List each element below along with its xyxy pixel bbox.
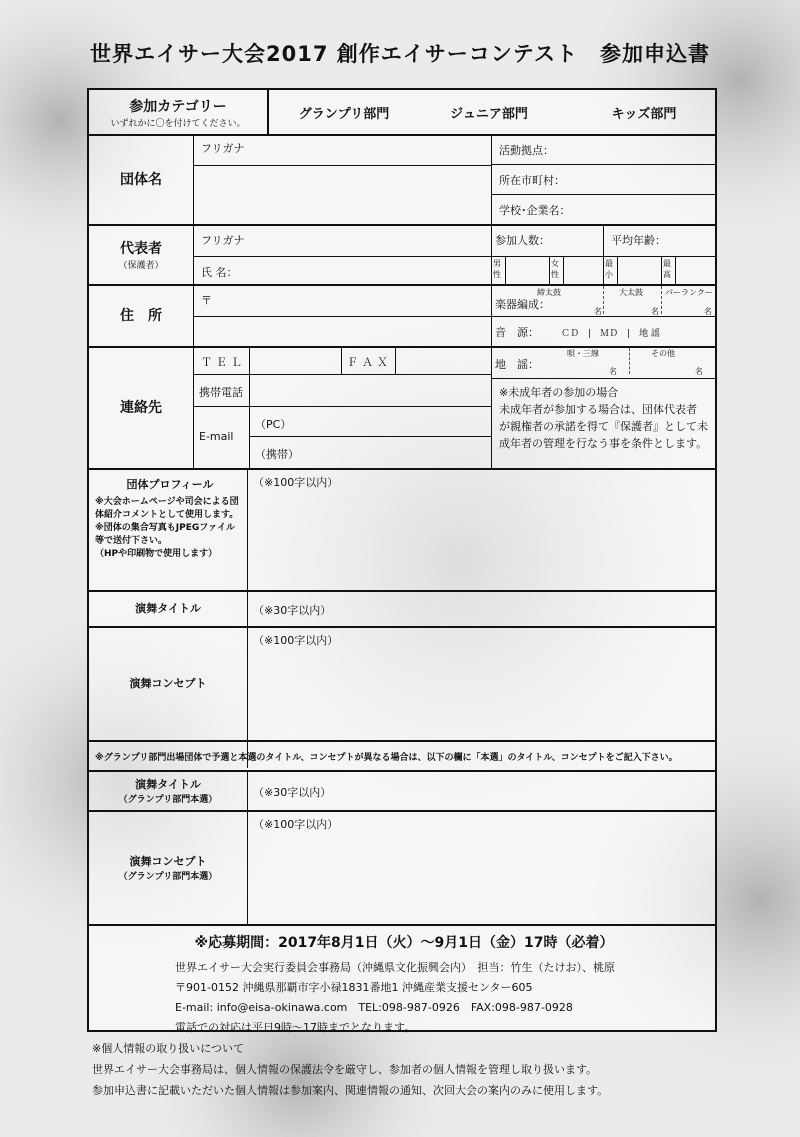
- female-count[interactable]: [551, 258, 563, 280]
- profile-title: 団体プロフィール: [126, 478, 214, 491]
- period-text: ※応募期間：2017年8月1日（火）～9月1日（金）17時（必着）: [194, 935, 614, 951]
- gp-concept-limit: （※100字以内）: [253, 818, 339, 831]
- tel-field[interactable]: [201, 354, 246, 370]
- address-label: [89, 284, 193, 346]
- grandprix-note: [95, 750, 678, 763]
- email-label: [199, 430, 234, 443]
- minor-note-line: 未成年者が参加する場合は、団体代表者: [499, 403, 697, 416]
- instruments-text: 楽器編成：: [495, 298, 550, 311]
- category-label: 参加カテゴリー: [129, 98, 227, 115]
- perf-concept-field[interactable]: [253, 632, 338, 648]
- category-option-kids[interactable]: [569, 90, 719, 134]
- sound-options[interactable]: [561, 326, 660, 339]
- furigana-text: フリガナ: [201, 234, 245, 247]
- max-age[interactable]: [663, 258, 675, 280]
- female-text: 女性: [551, 259, 559, 279]
- minor-note-title: ※未成年者の参加の場合: [499, 386, 619, 399]
- shime-daiko-field[interactable]: [537, 287, 561, 298]
- name-text: 氏 名：: [201, 266, 238, 279]
- representative-text: 代表者: [120, 240, 162, 257]
- group-school-field[interactable]: [499, 202, 571, 218]
- unit-text: 名: [594, 307, 602, 316]
- gp-concept-text: 演舞コンセプト: [129, 854, 207, 868]
- shime-text: 締太鼓: [537, 288, 561, 297]
- profile-limit: （※100字以内）: [253, 476, 339, 489]
- avg-age-text: 平均年齢：: [611, 234, 666, 247]
- unit-label: [609, 366, 617, 377]
- category-header: [89, 90, 267, 134]
- category-note: いずれかに〇を付けてください。: [110, 118, 246, 129]
- profile-note: （HPや印刷物で使用します）: [95, 549, 218, 559]
- representative-name-field[interactable]: [201, 264, 238, 280]
- min-age[interactable]: [605, 258, 617, 280]
- members-field[interactable]: [495, 232, 550, 248]
- representative-sub: （保護者）: [118, 260, 164, 271]
- pc-text: （PC）: [255, 418, 292, 431]
- jiutai-label: [495, 356, 539, 372]
- office-hours: 電話での対応は平日9時～17時までとなります。: [175, 1021, 416, 1034]
- contact-text: 連絡先: [120, 400, 162, 416]
- pc-email-field[interactable]: [255, 416, 291, 432]
- application-period: [89, 932, 719, 952]
- group-city-field[interactable]: [499, 172, 565, 188]
- other-text: その他: [651, 349, 675, 358]
- sound-opts-text: ＣＤ | ＭＤ | 地 謡: [561, 329, 660, 339]
- school-text: 学校･企業名：: [499, 204, 571, 217]
- odaiko-field[interactable]: [619, 287, 643, 298]
- members-text: 参加人数：: [495, 234, 550, 247]
- male-count[interactable]: [493, 258, 505, 280]
- group-name-text: 団体名: [120, 172, 162, 188]
- minor-note-line: が親権者の承諾を得て『保護者』として未: [499, 420, 708, 433]
- profile-field[interactable]: [253, 474, 338, 490]
- avg-age-field[interactable]: [611, 232, 666, 248]
- other-field[interactable]: [651, 348, 675, 359]
- profile-label: [95, 476, 245, 561]
- base-text: 活動拠点：: [499, 144, 554, 157]
- application-form: [87, 88, 717, 1032]
- max-text: 最高: [663, 259, 671, 279]
- profile-note: ※大会ホームページや司会による団: [95, 497, 239, 507]
- perf-concept-text: 演舞コンセプト: [129, 677, 207, 690]
- perf-concept-limit: （※100字以内）: [253, 634, 339, 647]
- contact-label: [89, 346, 193, 468]
- postal-field[interactable]: [201, 292, 212, 308]
- gp-concept-sub: （グランプリ部門本選）: [118, 871, 218, 882]
- minor-note: [499, 384, 708, 452]
- office-contact[interactable]: E-mail: info@eisa-okinawa.com TEL:098-987-0926 FAX:098-987-0928: [175, 1001, 573, 1014]
- category-option-label: キッズ部門: [611, 106, 677, 122]
- address-text: 住 所: [120, 308, 162, 324]
- sound-text: 音 源：: [495, 326, 539, 339]
- perf-title-label: [89, 590, 247, 626]
- mobile-field[interactable]: [199, 384, 243, 400]
- profile-note: 体紹介コメントとして使用します。: [95, 510, 239, 520]
- sanshin-text: 唄・三線: [567, 349, 599, 358]
- office-address: 〒901-0152 沖縄県那覇市字小禄1831番地1 沖縄産業支援センター605: [175, 981, 533, 994]
- gp-title-sub: （グランプリ部門本選）: [118, 794, 218, 805]
- group-name-furigana[interactable]: [201, 140, 244, 156]
- privacy-line: 世界エイサー大会事務局は、個人情報の保護法令を厳守し、参加者の個人情報を管理し取り扱います。: [92, 1063, 598, 1076]
- male-text: 男性: [493, 259, 501, 279]
- gp-title-limit: （※30字以内）: [253, 786, 332, 799]
- sanshin-field[interactable]: [567, 348, 599, 359]
- profile-note: ※団体の集合写真もJPEGファイル: [95, 523, 236, 533]
- page-title: 世界エイサー大会2017 創作エイサーコンテスト 参加申込書: [90, 42, 710, 66]
- category-option-label: グランプリ部門: [298, 106, 390, 122]
- representative-furigana[interactable]: [201, 232, 244, 248]
- unit-label: [695, 366, 703, 377]
- gp-title-label: [89, 770, 247, 810]
- postal-text: 〒: [201, 294, 212, 307]
- instruments-label: [495, 296, 550, 312]
- office-info: [175, 958, 715, 1038]
- unit-text: 名: [609, 367, 617, 376]
- perf-title-limit: （※30字以内）: [253, 604, 332, 617]
- furigana-text: フリガナ: [201, 142, 245, 155]
- perf-title-text: 演舞タイトル: [135, 602, 201, 615]
- category-option-label: ジュニア部門: [450, 106, 528, 122]
- perf-title-field[interactable]: [253, 602, 331, 618]
- odaiko-text: 大太鼓: [619, 288, 643, 297]
- minor-note-line: 成年者の管理を行なう事を条件とします。: [499, 437, 708, 450]
- perf-concept-label: [89, 626, 247, 740]
- mobile-text: 携帯電話: [199, 386, 243, 399]
- privacy-title: ※個人情報の取り扱いについて: [92, 1042, 244, 1055]
- paranku-field[interactable]: [665, 287, 713, 298]
- city-text: 所在市町村：: [499, 174, 565, 187]
- paranku-text: パーランクー: [665, 288, 713, 297]
- privacy-line: 参加申込書に記載いただいた個人情報は参加案内、関連情報の通知、次回大会の案内のみに使用します。: [92, 1084, 609, 1097]
- representative-label: [89, 224, 193, 284]
- sound-label: [495, 324, 539, 340]
- unit-text: 名: [651, 307, 659, 316]
- min-text: 最小: [605, 259, 613, 279]
- email-text: E-mail: [199, 430, 234, 443]
- category-option-junior[interactable]: [419, 90, 559, 134]
- unit-text: 名: [695, 367, 703, 376]
- mobile-mail-text: （携帯）: [255, 448, 299, 461]
- gp-concept-field[interactable]: [253, 816, 338, 832]
- profile-note: 等で送付下さい。: [95, 536, 168, 546]
- unit-text: 名: [704, 307, 712, 316]
- office-text: 世界エイサー大会実行委員会事務局（沖縄県文化振興会内） 担当：竹生（たけお）、桃原: [175, 961, 615, 974]
- gp-title-text: 演舞タイトル: [135, 777, 201, 791]
- group-name-label: [89, 134, 193, 224]
- group-base-field[interactable]: [499, 142, 554, 158]
- category-option-grandprix[interactable]: [269, 90, 419, 134]
- gp-note-text: ※グランプリ部門出場団体で予選と本選のタイトル、コンセプトが異なる場合は、以下の欄に「本選」のタイトル、コンセプトをご記入下さい。: [95, 753, 678, 763]
- gp-title-field[interactable]: [253, 784, 331, 800]
- fax-field[interactable]: [347, 354, 392, 370]
- jiutai-text: 地 謡：: [495, 358, 539, 371]
- fax-text: ＦＡＸ: [347, 356, 392, 369]
- gp-concept-label: [89, 810, 247, 924]
- tel-text: ＴＥＬ: [201, 356, 246, 369]
- mobile-email-field[interactable]: [255, 446, 299, 462]
- privacy-section: [92, 1038, 608, 1101]
